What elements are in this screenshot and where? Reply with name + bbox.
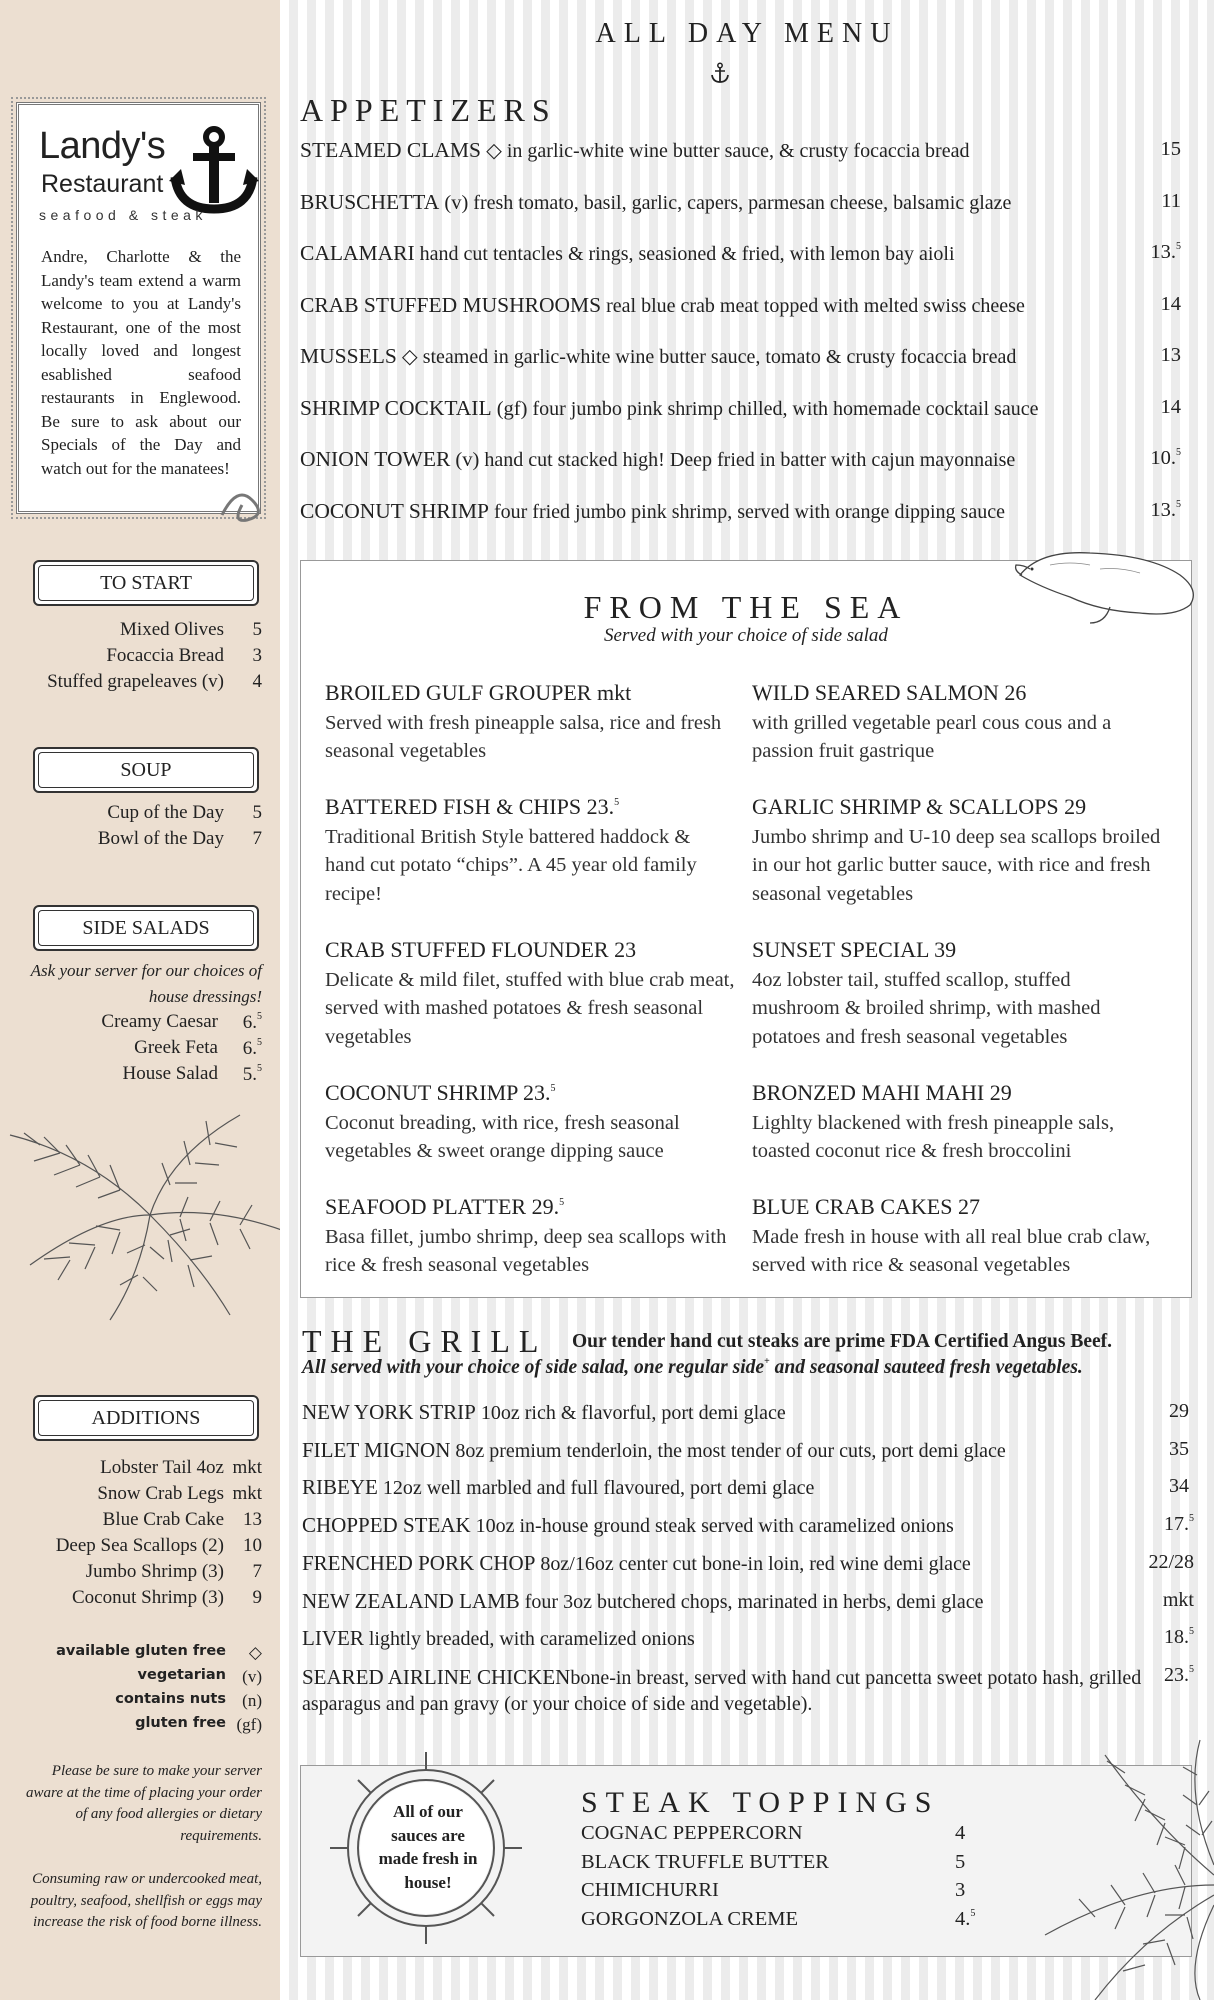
menu-item: BRONZED MAHI MAHI 29 Lighlty blackened with fresh pineapple sals, toasted coconut rice & fresh broccolini xyxy=(752,1080,1115,1162)
side-salads-badge xyxy=(33,905,259,951)
sidebar-item: Blue Crab Cake 13 xyxy=(102,1509,262,1530)
allergy-disclaimer: Please be sure to make your server aware at the time of placing your order of any food allergies or dietary requirements. xyxy=(26,1763,262,1844)
side-salads-label: SIDE SALADS xyxy=(82,916,210,939)
sidebar-item: Mixed Olives 5 xyxy=(120,619,262,640)
anchor-icon xyxy=(710,62,730,84)
diamond-icon: ◇ xyxy=(396,346,418,368)
soup-label: SOUP xyxy=(120,758,172,781)
menu-item: COCONUT SHRIMP 23.$^5$ Coconut breading, with rice, fresh seasonal vegetables & sweet orange dipping sauce xyxy=(325,1080,680,1162)
to-start-label: TO START xyxy=(100,571,192,594)
menu-item: SEAFOOD PLATTER 29.$^5$ Basa fillet, jumbo shrimp, deep sea scallops with rice & fresh seasonal vegetables xyxy=(325,1194,727,1276)
additions-label: ADDITIONS xyxy=(91,1406,201,1429)
section-title: STEAK TOPPINGS xyxy=(581,1786,940,1819)
menu-item: COCONUT SHRIMP four fried jumbo pink shrimp, served with orange dipping sauce 13.$^5$ xyxy=(300,499,1181,523)
from-the-sea-section xyxy=(300,560,1192,1298)
menu-item: CRAB STUFFED MUSHROOMS real blue crab meat topped with melted swiss cheese 14 xyxy=(300,293,1181,317)
page-title: ALL DAY MENU xyxy=(595,18,899,49)
logo-subtitle: Restaurant xyxy=(41,170,164,198)
menu-item: BLUE CRAB CAKES 27 Made fresh in house with all real blue crab claw, served with rice & seasonal vegetables xyxy=(752,1194,1151,1276)
legend-row: gluten free (gf) xyxy=(135,1715,262,1734)
welcome-text: Andre, Charlotte & the Landy's team extend a warm welcome to you at Landy's Restaurant, one of the most locally loved and longest esablished seafood restaurants in Englewood. Be sure to ask about our Specials of the Day and watch out for the manatees! xyxy=(41,247,241,478)
menu-item: STEAMED CLAMS ◇ in garlic-white wine butter sauce, & crusty focaccia bread 15 xyxy=(300,138,1181,162)
menu-item: NEW ZEALAND LAMB four 3oz butchered chops, marinated in herbs, demi glace mkt xyxy=(302,1589,1194,1613)
sidebar-item: Deep Sea Scallops (2) 10 xyxy=(55,1535,262,1556)
diamond-icon: ◇ xyxy=(480,140,502,162)
logo-tagline: seafood & steak xyxy=(39,207,207,223)
menu-item: SUNSET SPECIAL 39 4oz lobster tail, stuffed scallop, stuffed mushroom & broiled shrimp, with mashed potatoes and fresh seasonal vegetables xyxy=(752,937,1101,1048)
menu-item: LIVER lightly breaded, with caramelized onions 18.$^5$ xyxy=(302,1626,1194,1650)
menu-item: BROILED GULF GROUPER mkt Served with fresh pineapple salsa, rice and fresh seasonal vegetables xyxy=(325,680,722,762)
legend-row: contains nuts (n) xyxy=(115,1691,262,1710)
sidebar-item: Greek Feta 6.$^5$ xyxy=(134,1037,262,1059)
menu-item: SEARED AIRLINE CHICKENbone-in breast, served with hand cut pancetta sweet potato hash, grilled asparagus and pan gravy (or your choice of side and vegetable). xyxy=(302,1665,1142,1715)
palm-leaf-icon xyxy=(985,1735,1214,2000)
menu-item: ONION TOWER (v) hand cut stacked high! Deep fried in batter with cajun mayonnaise 10.$^5$ xyxy=(300,447,1181,471)
grill-subtitle: All served with your choice of side salad, one regular side+ and seasonal sauteed fresh vegetables. xyxy=(302,1356,1083,1378)
menu-item: BRUSCHETTA (v) fresh tomato, basil, garlic, capers, parmesan cheese, balsamic glaze 11 xyxy=(300,190,1181,214)
sidebar-item: House Salad 5.$^5$ xyxy=(122,1063,262,1085)
menu-item: COGNAC PEPPERCORN 4 xyxy=(581,1822,966,1844)
anchor-icon xyxy=(169,125,259,215)
sidebar-item: Coconut Shrimp (3) 9 xyxy=(72,1587,262,1608)
dressing-note: Ask your server for our choices of house dressings! xyxy=(30,961,262,1006)
menu-item: NEW YORK STRIP 10oz rich & flavorful, port demi glace 29 xyxy=(302,1400,1189,1424)
palm-leaf-icon xyxy=(0,1095,300,1325)
soup-badge xyxy=(33,747,259,793)
menu-item: MUSSELS ◇ steamed in garlic-white wine butter sauce, tomato & crusty focaccia bread 13 xyxy=(300,344,1181,368)
sidebar xyxy=(0,0,280,2000)
section-title: FROM THE SEA xyxy=(583,589,909,625)
sauces-badge-text: All of our sauces are made fresh in house! xyxy=(378,1802,478,1892)
sidebar-item: Lobster Tail 4oz mkt xyxy=(100,1457,262,1478)
logo-card xyxy=(16,102,261,514)
rope-knot-icon xyxy=(217,475,267,525)
grill-note: Our tender hand cut steaks are prime FDA Certified Angus Beef. xyxy=(572,1331,1113,1352)
sidebar-item: Focaccia Bread 3 xyxy=(106,645,262,666)
raw-food-disclaimer: Consuming raw or undercooked meat, poultry, seafood, shellfish or eggs may increase the risk of food borne illness. xyxy=(30,1871,262,1930)
section-subtitle: Served with your choice of side salad xyxy=(604,625,888,646)
menu-item: GARLIC SHRIMP & SCALLOPS 29 Jumbo shrimp and U-10 deep sea scallops broiled in our hot garlic butter sauce, with rice and fresh seasonal vegetables xyxy=(752,794,1161,905)
sidebar-item: Snow Crab Legs mkt xyxy=(97,1483,262,1504)
menu-item: BATTERED FISH & CHIPS 23.$^5$ Traditional British Style battered haddock & hand cut potato “chips”. A 45 year old family recipe! xyxy=(325,794,697,905)
grill-title: THE GRILL xyxy=(302,1323,548,1359)
menu-item: WILD SEARED SALMON 26 with grilled vegetable pearl cous cous and a passion fruit gastrique xyxy=(752,680,1112,762)
menu-item: RIBEYE 12oz well marbled and full flavoured, port demi glace 34 xyxy=(302,1475,1189,1499)
logo-name: Landy's xyxy=(39,125,166,167)
menu-item: SHRIMP COCKTAIL (gf) four jumbo pink shrimp chilled, with homemade cocktail sauce 14 xyxy=(300,396,1181,420)
sidebar-item: Creamy Caesar 6.$^5$ xyxy=(101,1011,262,1033)
menu-item: GORGONZOLA CREME 4.$^5$ xyxy=(581,1908,976,1930)
additions-badge xyxy=(33,1395,259,1441)
to-start-badge xyxy=(33,560,259,606)
menu-item: FRENCHED PORK CHOP 8oz/16oz center cut bone-in loin, red wine demi glace 22/28 xyxy=(302,1551,1194,1575)
menu-item-price: 23.$^5$ xyxy=(1164,1664,1194,1686)
menu-item: CHOPPED STEAK 10oz in-house ground steak served with caramelized onions 17.$^5$ xyxy=(302,1513,1194,1537)
diamond-icon: ◇ xyxy=(248,1643,262,1662)
menu-item: FILET MIGNON 8oz premium tenderloin, the most tender of our cuts, port demi glace 35 xyxy=(302,1438,1189,1462)
legend-row: vegetarian (v) xyxy=(137,1667,262,1686)
sidebar-item: Jumbo Shrimp (3) 7 xyxy=(85,1561,262,1582)
legend-row: available gluten free ◇ xyxy=(0,1643,262,1667)
menu-item: CRAB STUFFED FLOUNDER 23 Delicate & mild filet, stuffed with blue crab meat, served with mashed potatoes & fresh seasonal vegetables xyxy=(325,937,735,1048)
menu-item: CHIMICHURRI 3 xyxy=(581,1879,966,1901)
menu-item: BLACK TRUFFLE BUTTER 5 xyxy=(581,1851,966,1873)
sidebar-item: Cup of the Day 5 xyxy=(107,802,262,823)
sidebar-item: Stuffed grapeleaves (v) 4 xyxy=(47,671,262,692)
sidebar-item: Bowl of the Day 7 xyxy=(97,828,262,849)
manatee-icon xyxy=(1010,535,1205,625)
menu-item: CALAMARI hand cut tentacles & rings, seasioned & fried, with lemon bay aioli 13.$^5$ xyxy=(300,241,1181,265)
appetizers-title: APPETIZERS xyxy=(300,92,557,128)
